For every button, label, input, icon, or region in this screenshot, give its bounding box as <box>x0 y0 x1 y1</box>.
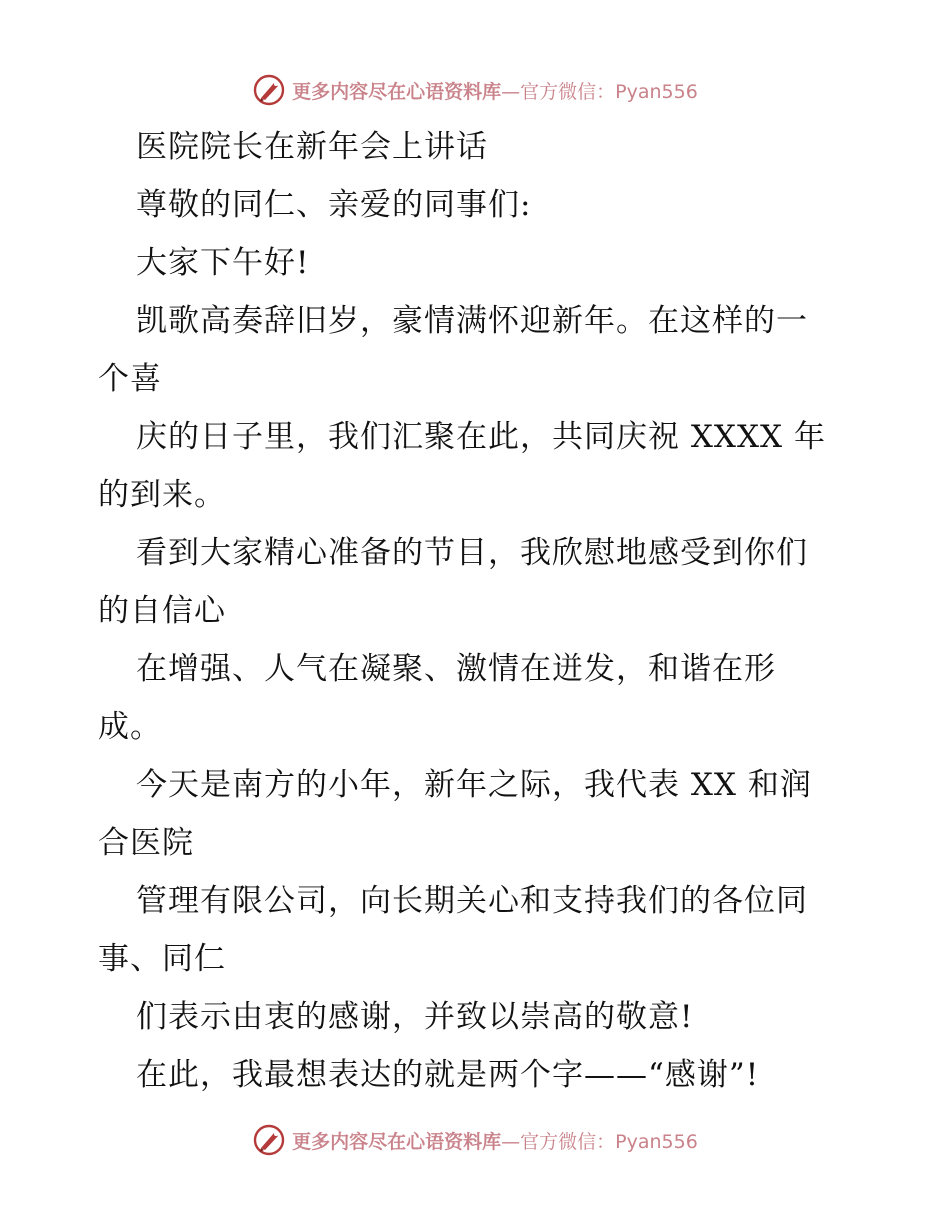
banner-text <box>292 77 698 104</box>
paragraph-line: 成。 <box>98 709 162 745</box>
paragraph-line: 事、同仁 <box>98 941 226 977</box>
paragraph-line: 个喜 <box>98 361 162 397</box>
paragraph-line: 今天是南方的小年，新年之际，我代表 XX 和润 <box>136 767 812 803</box>
banner-dash: — <box>501 80 521 103</box>
brand-text: 更多内容尽在心语资料库 <box>292 80 502 103</box>
paragraph-line: 庆的日子里，我们汇聚在此，共同庆祝 XXXX 年 <box>136 419 826 455</box>
paragraph-line: 看到大家精心准备的节目，我欣慰地感受到你们 <box>136 535 808 571</box>
wechat-text: 官方微信：Pyan556 <box>520 80 698 103</box>
paragraph-line: 在增强、人气在凝聚、激情在迸发，和谐在形 <box>136 651 776 687</box>
pen-seal-icon <box>252 73 286 107</box>
document-body <box>98 118 858 1104</box>
paragraph-line: 管理有限公司，向长期关心和支持我们的各位同 <box>136 883 808 919</box>
salutation: 尊敬的同仁、亲爱的同事们: <box>136 187 532 223</box>
paragraph-line: 的到来。 <box>98 477 226 513</box>
banner-text <box>292 1127 698 1154</box>
paragraph-line: 凯歌高奏辞旧岁，豪情满怀迎新年。在这样的一 <box>136 303 808 339</box>
header-banner <box>0 70 950 110</box>
brand-text: 更多内容尽在心语资料库 <box>292 1130 502 1153</box>
pen-seal-icon <box>252 1123 286 1157</box>
paragraph-line: 在此，我最想表达的就是两个字——“感谢”! <box>136 1057 760 1093</box>
document-title: 医院院长在新年会上讲话 <box>136 129 488 165</box>
paragraph-line: 们表示由衷的感谢，并致以崇高的敬意! <box>136 999 694 1035</box>
paragraph-line: 合医院 <box>98 825 194 861</box>
banner-dash: — <box>501 1130 521 1153</box>
wechat-text: 官方微信：Pyan556 <box>520 1130 698 1153</box>
greeting: 大家下午好! <box>136 245 310 281</box>
footer-banner <box>0 1120 950 1160</box>
paragraph-line: 的自信心 <box>98 593 226 629</box>
